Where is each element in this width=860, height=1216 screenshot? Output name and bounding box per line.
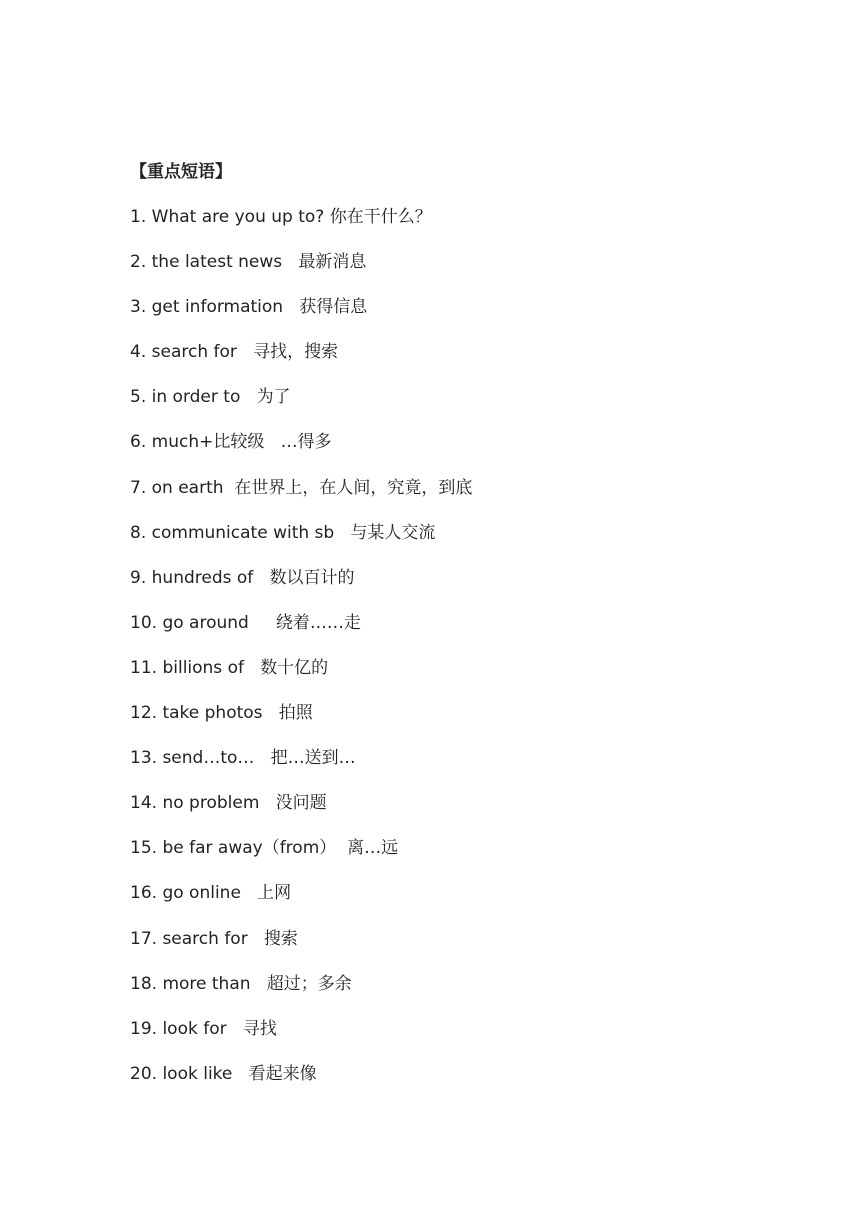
phrase-english: look for <box>162 1018 227 1039</box>
phrase-english: the latest news <box>151 252 283 273</box>
phrase-chinese: 在世界上，在人间，究竟，到底 <box>234 477 473 498</box>
phrase-number: 1. <box>130 207 147 227</box>
phrase-item <box>130 1062 472 1107</box>
phrase-item <box>130 611 472 656</box>
phrase-number: 16. <box>130 883 158 904</box>
phrase-chinese: 数十亿的 <box>260 657 329 678</box>
phrase-item <box>130 972 472 1017</box>
phrase-item <box>130 385 472 430</box>
phrase-number: 17. <box>130 928 158 949</box>
phrase-list <box>130 205 472 1107</box>
phrase-english: look like <box>162 1063 233 1084</box>
phrase-chinese: …得多 <box>280 432 332 453</box>
phrase-item <box>130 521 472 566</box>
phrase-separator <box>232 1064 248 1084</box>
phrase-item <box>130 881 472 926</box>
phrase-number: 4. <box>130 342 147 363</box>
phrase-separator <box>240 387 256 407</box>
phrase-separator <box>244 658 260 678</box>
phrase-english: search for <box>162 928 248 949</box>
phrase-english: communicate with sb <box>151 522 335 543</box>
phrase-english: no problem <box>162 793 260 814</box>
phrase-separator <box>227 1019 243 1039</box>
phrase-chinese: 你在干什么？ <box>329 207 432 227</box>
phrase-separator <box>334 523 350 543</box>
phrase-chinese: 寻找，搜索 <box>253 342 339 363</box>
phrase-english: more than <box>162 973 251 994</box>
phrase-item <box>130 927 472 972</box>
phrase-item <box>130 1017 472 1062</box>
phrase-separator <box>283 297 299 317</box>
phrase-separator <box>264 432 280 452</box>
phrase-chinese: 上网 <box>257 883 292 904</box>
phrase-number: 3. <box>130 297 147 318</box>
phrase-item <box>130 340 472 385</box>
phrase-english: take photos <box>162 703 263 724</box>
phrase-english: send…to… <box>162 748 255 769</box>
phrase-item <box>130 836 472 881</box>
phrase-chinese: 数以百计的 <box>269 567 355 588</box>
phrase-chinese: 没问题 <box>275 793 327 814</box>
phrase-english: hundreds of <box>151 567 254 588</box>
phrase-chinese: 绕着……走 <box>275 612 361 633</box>
phrase-chinese: 与某人交流 <box>350 522 436 543</box>
phrase-number: 13. <box>130 748 158 769</box>
phrase-item <box>130 295 472 340</box>
phrase-separator <box>251 974 267 994</box>
phrase-chinese: 寻找 <box>242 1018 277 1039</box>
phrase-chinese: 最新消息 <box>298 252 367 273</box>
phrase-chinese: 超过；多余 <box>266 973 352 994</box>
phrase-item <box>130 656 472 701</box>
phrase-chinese: 把…送到… <box>270 748 356 769</box>
phrase-chinese: 拍照 <box>278 703 313 724</box>
phrase-english: be far away（from） <box>162 838 337 859</box>
phrase-chinese: 搜索 <box>263 928 298 949</box>
phrase-number: 9. <box>130 567 147 588</box>
phrase-number: 7. <box>130 477 147 498</box>
phrase-number: 6. <box>130 432 147 453</box>
section-heading: 【重点短语】 <box>130 162 232 182</box>
phrase-separator <box>263 703 279 723</box>
phrase-separator <box>249 613 276 633</box>
phrase-item <box>130 250 472 295</box>
phrase-separator <box>237 342 253 362</box>
phrase-number: 5. <box>130 387 147 408</box>
phrase-item <box>130 746 472 791</box>
phrase-english: go online <box>162 883 241 904</box>
phrase-separator <box>282 252 298 272</box>
phrase-english: go around <box>162 612 249 633</box>
phrase-item <box>130 566 472 611</box>
phrase-separator <box>336 838 347 858</box>
phrase-number: 8. <box>130 522 147 543</box>
phrase-number: 20. <box>130 1063 158 1084</box>
phrase-chinese: 离…远 <box>347 838 399 859</box>
phrase-number: 19. <box>130 1018 158 1039</box>
phrase-number: 15. <box>130 838 158 859</box>
phrase-english: What are you up to? <box>151 207 325 227</box>
phrase-separator <box>253 568 269 588</box>
phrase-item <box>130 205 472 250</box>
phrase-number: 18. <box>130 973 158 994</box>
phrase-english: get information <box>151 297 284 318</box>
phrase-item <box>130 476 472 521</box>
phrase-number: 2. <box>130 252 147 273</box>
phrase-separator <box>224 478 235 498</box>
phrase-english: on earth <box>151 477 224 498</box>
phrase-english: in order to <box>151 387 241 408</box>
phrase-item <box>130 791 472 836</box>
phrase-separator <box>241 883 257 903</box>
phrase-chinese: 为了 <box>256 387 291 408</box>
phrase-english: search for <box>151 342 237 363</box>
phrase-number: 14. <box>130 793 158 814</box>
phrase-item <box>130 430 472 475</box>
phrase-item <box>130 701 472 746</box>
phrase-separator <box>248 929 264 949</box>
phrase-number: 11. <box>130 657 158 678</box>
phrase-separator <box>259 793 275 813</box>
phrase-number: 12. <box>130 703 158 724</box>
phrase-chinese: 获得信息 <box>299 297 368 318</box>
phrase-english: much+比较级 <box>151 432 265 453</box>
phrase-chinese: 看起来像 <box>248 1063 317 1084</box>
phrase-number: 10. <box>130 612 158 633</box>
phrase-english: billions of <box>162 657 244 678</box>
phrase-separator <box>254 748 270 768</box>
